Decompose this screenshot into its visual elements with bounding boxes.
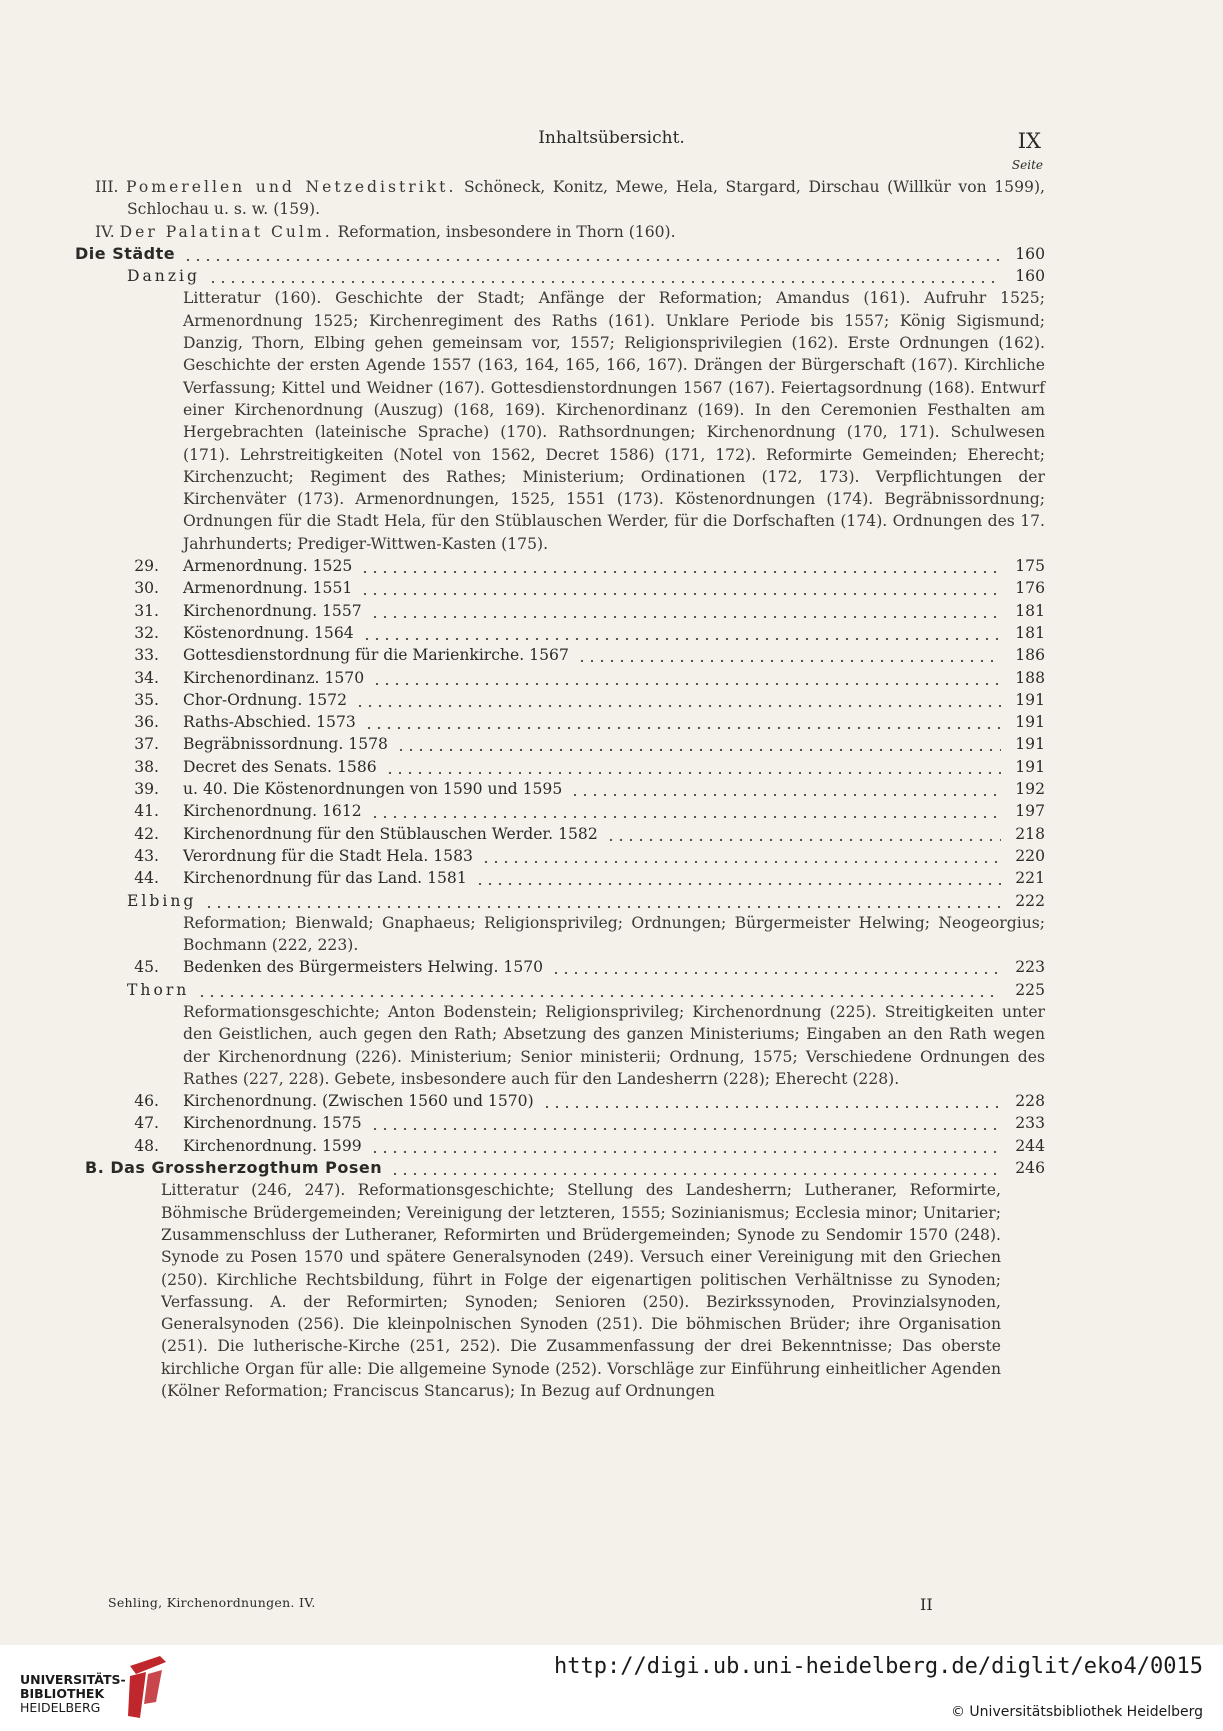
copyright-notice: © Universitätsbibliothek Heidelberg — [950, 1704, 1203, 1720]
toc-entry-title: Kirchenordnung. 1612 — [183, 802, 362, 821]
toc-entry — [75, 600, 1045, 622]
toc-entry-page: 188 — [1015, 668, 1045, 687]
leader-dots — [372, 667, 1001, 685]
leader-dots — [360, 577, 1001, 595]
toc-entry — [75, 800, 1045, 822]
danzig-summary: Litteratur (160). Geschichte der Stadt; Anfänge der Reformation; Amandus (161). Aufruhr 1525; Armenordnung 1525; Kirchenregiment des Raths (161). Unklare Periode bis 1557; König Sigismund; Danzig, Thorn, Elbing gehen gemeinsam vor, 1557; Religionsprivilegien (162). Erste Ordnungen (162). Geschichte der ersten Agende 1557 (163, 164, 165, 166, 167). Drängen der Bürgerschaft (167). Kirchliche Verfassung; Kittel und Weidner (167). Gottesdienstordnungen 1567 (167). Feiertagsordnung (168). Entwurf einer Kirchenordnung (Auszug) (168, 169). Kirchenordinanz (169). In den Ceremonien Festhalten am Hergebrachten (lateinische Sprache) (170). Rathsordnungen; Kirchenordnung (170, 171). Schulwesen (171). Lehrstreitigkeiten (Notel von 1562, Decret 1586) (171, 172). Reformirte Gemeinden; Eherecht; Kirchenzucht; Regiment des Rathes; Ministerium; Ordinationen (172, 173). Verpflichtungen der Kirchenväter (173). Armenordnungen, 1525, 1551 (173). Köstenordnungen (174). Begräbnissordnung; Ordnungen für die Stadt Hela, für den Stüblauschen Werder, für die Dorfschaften (174). Ordnungen des 17. Jahrhunderts; Prediger-Wittwen-Kasten (175). — [183, 289, 1045, 553]
toc-entry-number: 33. — [134, 646, 159, 665]
section-iii-text: Schöneck, Konitz, Mewe, Hela, Stargard, Dirschau (Willkür von 1599), Schlochau u. s. w. (159). — [127, 178, 1045, 219]
toc-entry — [75, 644, 1045, 666]
toc-entry-title: Chor-Ordnung. 1572 — [183, 690, 348, 709]
toc-entry — [75, 867, 1045, 889]
toc-entry-page: 191 — [1015, 735, 1045, 754]
heading-danzig — [75, 265, 1045, 287]
toc-entry-title: Kirchenordnung für den Stüblauschen Werder. 1582 — [183, 824, 598, 843]
toc-entry-page: 181 — [1015, 623, 1045, 642]
toc-entry-title: Kirchenordnung für das Land. 1581 — [183, 869, 467, 888]
section-iii-label: Pomerellen und Netzedistrikt. — [126, 178, 457, 196]
heading-posen-label: B. Das Grossherzogthum Posen — [85, 1158, 383, 1178]
toc-entry — [75, 622, 1045, 644]
toc-entry-title: Decret des Senats. 1586 — [183, 757, 377, 776]
toc-entry-page: 175 — [1015, 557, 1045, 576]
toc-entry-page: 181 — [1015, 601, 1045, 620]
leader-dots — [396, 733, 1001, 751]
posen-summary: Litteratur (246, 247). Reformationsgeschichte; Stellung des Landesherrn; Lutheraner, Reformirte, Böhmische Brüdergemeinden; Vereinigung der letzteren, 1555; Sozinianismus; Ecclesia minor; Unitarier; Zusammenschluss der Lutheraner, Reformirten und Brüdergemeinden; Synode zu Sendomir 1570 (248). Synode zu Posen 1570 und spätere Generalsynoden (249). Versuch einer Vereinigung mit den Griechen (250). Kirchliche Rechtsbildung, führt in Folge der eigenartigen politischen Verhältnisse zu Synoden; Verfassung. A. der Reformirten; Synoden; Senioren (250). Bezirkssynoden, Provinzialsynoden, Generalsynoden (256). Die kleinpolnischen Synoden (251). Die böhmischen Brüder; ihre Organisation (251). Die lutherische-Kirche (251, 252). Die Zusammenfassung der drei Bekenntnisse; Das oberste kirchliche Organ für alle: Die allgemeine Synode (252). Vorschläge zur Einführung einheitlicher Agenden (Kölner Reformation; Franciscus Stancarus); In Bezug auf Ordnungen — [161, 1181, 1001, 1401]
leader-dots — [577, 644, 1001, 662]
leader-dots — [204, 890, 1001, 908]
leader-dots — [362, 622, 1001, 640]
toc-entry — [75, 1090, 1045, 1112]
toc-entry-page: 176 — [1015, 579, 1045, 598]
toc-entry-title: Armenordnung. 1525 — [183, 557, 353, 576]
leader-dots — [551, 956, 1001, 974]
toc-entry — [75, 956, 1045, 978]
toc-entry-page: 244 — [1015, 1136, 1045, 1155]
toc-entry — [75, 733, 1045, 755]
toc-entry-number: 48. — [134, 1136, 159, 1155]
toc-entry-page: 191 — [1015, 713, 1045, 732]
toc-entry — [75, 756, 1045, 778]
heading-thorn-page: 225 — [1015, 980, 1045, 999]
toc-entry-title: u. 40. Die Köstenordnungen von 1590 und 1595 — [183, 780, 563, 799]
thorn-summary: Reformationsgeschichte; Anton Bodenstein; Religionsprivileg; Kirchenordnung (225). Streitigkeiten unter den Geistlichen, auch gegen den Rath; Absetzung des ganzen Ministeriums; Eingaben an den Rath wegen der Kirchenordnung (226). Ministerium; Senior ministerii; Ordnung, 1575; Verschiedene Ordnungen des Rathes (227, 228). Gebete, insbesondere auch für den Landesherrn (228); Eherecht (228). — [183, 1002, 1045, 1088]
toc-entry — [75, 778, 1045, 800]
toc-entry-number: 29. — [134, 557, 159, 576]
leader-dots — [197, 979, 1001, 997]
leader-dots — [475, 867, 1001, 885]
library-logo-text — [20, 1673, 126, 1715]
toc-entry-title: Bedenken des Bürgermeisters Helwing. 1570 — [183, 958, 544, 977]
table-of-contents — [75, 176, 1045, 1402]
toc-entry — [75, 667, 1045, 689]
toc-entry-number: 41. — [134, 802, 159, 821]
toc-entry-number: 44. — [134, 869, 159, 888]
toc-entry-title: Kirchenordnung. 1557 — [183, 601, 362, 620]
elbing-entry-list — [75, 956, 1045, 978]
toc-entry-title: Kirchenordinanz. 1570 — [183, 668, 365, 687]
toc-entry-number: 30. — [134, 579, 159, 598]
heading-staedte-page: 160 — [1015, 244, 1045, 263]
toc-entry-title: Armenordnung. 1551 — [183, 579, 353, 598]
toc-entry-title: Kirchenordnung. 1599 — [183, 1136, 362, 1155]
library-logo-icon — [122, 1652, 172, 1722]
toc-entry — [75, 1112, 1045, 1134]
toc-entry-number: 34. — [134, 668, 159, 687]
heading-staedte — [75, 243, 1045, 265]
toc-entry-number: 35. — [134, 690, 159, 709]
toc-entry-number: 38. — [134, 757, 159, 776]
danzig-entry-list — [75, 555, 1045, 889]
section-iv-number: IV. — [95, 222, 115, 241]
section-iv-text: Reformation, insbesondere in Thorn (160). — [337, 222, 676, 241]
toc-entry-number: 32. — [134, 623, 159, 642]
leader-dots — [183, 243, 1001, 261]
running-title: Inhaltsübersicht. — [538, 128, 685, 148]
section-iii-number: III. — [95, 178, 119, 196]
toc-entry — [75, 555, 1045, 577]
toc-entry-page: 192 — [1015, 780, 1045, 799]
leader-dots — [542, 1090, 1001, 1108]
logo-line-2: BIBLIOTHEK — [20, 1686, 105, 1701]
leader-dots — [606, 823, 1001, 841]
heading-posen-page: 246 — [1015, 1159, 1045, 1178]
toc-entry — [75, 711, 1045, 733]
leader-dots — [390, 1157, 1001, 1175]
toc-entry-page: 220 — [1015, 846, 1045, 865]
footer-signature: Sehling, Kirchenordnungen. IV. — [108, 1595, 316, 1610]
toc-entry-number: 36. — [134, 713, 159, 732]
toc-entry — [75, 845, 1045, 867]
leader-dots — [355, 689, 1001, 707]
logo-line-3: HEIDELBERG — [20, 1700, 101, 1715]
heading-danzig-label: Danzig — [127, 267, 201, 286]
thorn-entry-list — [75, 1090, 1045, 1157]
section-iii — [95, 176, 1045, 221]
toc-entry-number: 43. — [134, 846, 159, 865]
toc-entry-number: 47. — [134, 1114, 159, 1133]
heading-thorn-label: Thorn — [127, 980, 190, 999]
toc-entry-number: 37. — [134, 735, 159, 754]
leader-dots — [570, 778, 1001, 796]
leader-dots — [370, 1112, 1001, 1130]
toc-entry-title: Raths-Abschied. 1573 — [183, 713, 356, 732]
toc-entry-title: Begräbnissordnung. 1578 — [183, 735, 388, 754]
toc-entry — [75, 689, 1045, 711]
toc-entry-title: Gottesdienstordnung für die Marienkirche. 1567 — [183, 646, 569, 665]
leader-dots — [364, 711, 1001, 729]
toc-entry — [75, 577, 1045, 599]
heading-elbing-page: 222 — [1015, 891, 1045, 910]
toc-entry-page: 221 — [1015, 869, 1045, 888]
toc-entry-number: 46. — [134, 1092, 159, 1111]
toc-entry-title: Verordnung für die Stadt Hela. 1583 — [183, 846, 473, 865]
heading-elbing — [75, 890, 1045, 912]
toc-entry-number: 45. — [134, 958, 159, 977]
footer-sheet-number: II — [920, 1595, 933, 1614]
permalink-url[interactable]: http://digi.ub.uni-heidelberg.de/diglit/eko4/0015 — [553, 1654, 1203, 1679]
toc-entry-page: 218 — [1015, 824, 1045, 843]
heading-posen — [75, 1157, 1045, 1179]
logo-line-1: UNIVERSITÄTS- — [20, 1672, 126, 1687]
toc-entry-number: 31. — [134, 601, 159, 620]
toc-entry-page: 197 — [1015, 802, 1045, 821]
leader-dots — [360, 555, 1001, 573]
toc-entry-number: 39. — [134, 780, 159, 799]
heading-danzig-page: 160 — [1015, 267, 1045, 286]
toc-entry — [75, 823, 1045, 845]
leader-dots — [370, 1135, 1001, 1153]
toc-entry — [75, 1135, 1045, 1157]
leader-dots — [370, 800, 1001, 818]
leader-dots — [385, 756, 1001, 774]
toc-entry-page: 191 — [1015, 757, 1045, 776]
toc-entry-page: 223 — [1015, 958, 1045, 977]
section-iv — [95, 221, 1045, 243]
leader-dots — [481, 845, 1001, 863]
leader-dots — [370, 600, 1001, 618]
toc-entry-page: 191 — [1015, 690, 1045, 709]
toc-entry-number: 42. — [134, 824, 159, 843]
toc-entry-page: 233 — [1015, 1114, 1045, 1133]
elbing-summary: Reformation; Bienwald; Gnaphaeus; Religionsprivileg; Ordnungen; Bürgermeister Helwing; Neogeorgius; Bochmann (222, 223). — [183, 913, 1045, 955]
toc-entry-title: Kirchenordnung. 1575 — [183, 1114, 362, 1133]
toc-entry-title: Köstenordnung. 1564 — [183, 623, 354, 642]
section-iv-label: Der Palatinat Culm. — [119, 222, 333, 241]
seite-label: Seite — [1011, 158, 1043, 172]
heading-elbing-label: Elbing — [127, 891, 197, 910]
toc-entry-title: Kirchenordnung. (Zwischen 1560 und 1570) — [183, 1092, 534, 1111]
heading-staedte-label: Die Städte — [75, 243, 176, 263]
leader-dots — [208, 265, 1001, 283]
heading-thorn — [75, 979, 1045, 1001]
toc-entry-page: 186 — [1015, 646, 1045, 665]
page-number-roman: IX — [1017, 129, 1041, 153]
toc-entry-page: 228 — [1015, 1092, 1045, 1111]
